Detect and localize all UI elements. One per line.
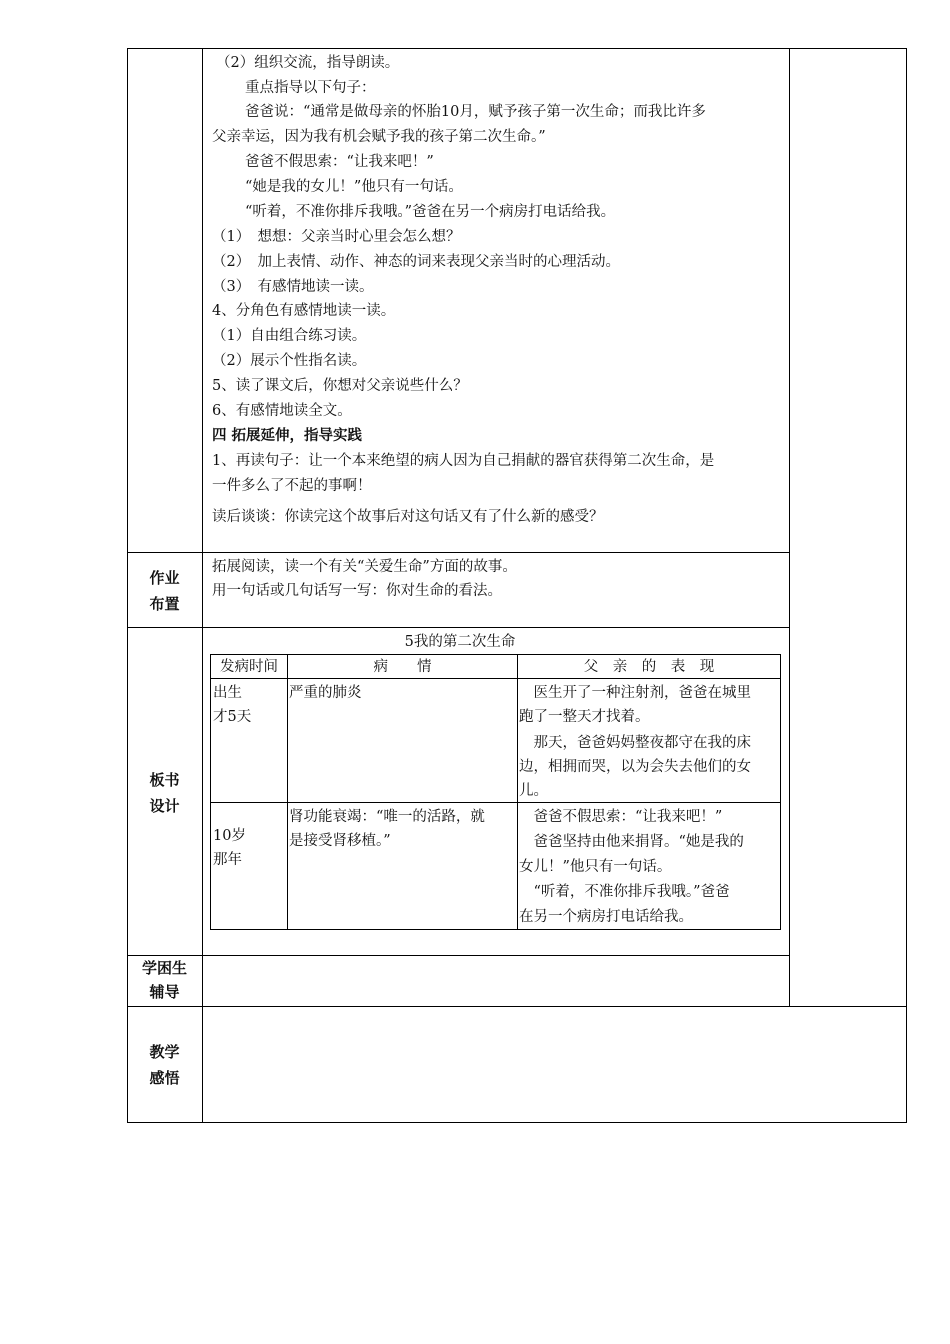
content-line: （2） 加上表情、动作、神态的词来表现父亲当时的心理活动。 xyxy=(212,254,620,270)
section-heading: 四 拓展延伸，指导实践 xyxy=(212,428,363,444)
content-line: 4、分角色有感情地读一读。 xyxy=(212,303,396,319)
homework-label-line: 作业 xyxy=(149,569,180,587)
content-line: 6、有感情地读全文。 xyxy=(212,403,352,419)
board-cell-father: 在另一个病房打电话给我。 xyxy=(519,909,693,925)
label-column-divider xyxy=(202,48,203,1123)
homework-line: 拓展阅读，读一个有关“关爱生命”方面的故事。 xyxy=(212,559,517,575)
board-cell-time: 10岁 xyxy=(213,828,246,844)
notes-column-divider xyxy=(789,48,790,1007)
table-border-top xyxy=(127,48,907,49)
table-border-right xyxy=(906,48,907,1123)
content-line: 爸爸说：“通常是做母亲的怀胎10月，赋予孩子第一次生命；而我比许多 xyxy=(245,104,706,120)
board-cell-time: 才5天 xyxy=(213,709,252,725)
board-cell-time: 那年 xyxy=(213,852,242,868)
content-line: （3） 有感情地读一读。 xyxy=(212,279,374,295)
board-cell-father: 边，相拥而哭，以为会失去他们的女 xyxy=(519,759,751,775)
board-header-father: 父 亲 的 表 现 xyxy=(583,659,715,675)
content-line: （1） 想想：父亲当时心里会怎么想？ xyxy=(212,229,461,245)
board-header-time: 发病时间 xyxy=(220,659,278,675)
row-divider-board xyxy=(127,627,790,628)
board-label-line: 板书 xyxy=(149,771,180,789)
content-line: 1、再读句子：让一个本来绝望的病人因为自己捐献的器官获得第二次生命，是 xyxy=(212,453,715,469)
homework-label xyxy=(127,565,202,617)
board-header-divider xyxy=(210,678,781,679)
tutoring-label xyxy=(127,956,202,1004)
board-table-top xyxy=(210,654,781,655)
reflection-label xyxy=(127,1039,202,1091)
content-line: 5、读了课文后，你想对父亲说些什么？ xyxy=(212,378,468,394)
content-line: 爸爸不假思索：“让我来吧！” xyxy=(245,154,434,170)
board-cell-father: 儿。 xyxy=(519,783,548,799)
homework-label-line: 布置 xyxy=(149,595,180,613)
board-cell-illness: 严重的肺炎 xyxy=(289,685,362,701)
board-cell-time: 出生 xyxy=(213,685,242,701)
board-label xyxy=(127,767,202,819)
content-line: 读后谈谈：你读完这个故事后对这句话又有了什么新的感受？ xyxy=(212,509,604,525)
content-line: 一件多么了不起的事啊！ xyxy=(212,478,372,494)
board-table-left xyxy=(210,654,211,930)
content-line: 父亲幸运，因为我有机会赋予我的孩子第二次生命。” xyxy=(212,129,546,145)
content-line: （2）展示个性指名读。 xyxy=(212,353,367,369)
board-cell-father: 女儿！”他只有一句话。 xyxy=(519,859,672,875)
board-col-divider xyxy=(287,654,288,930)
board-cell-illness: 肾功能衰竭：“唯一的活路，就 xyxy=(289,809,485,825)
board-cell-illness: 是接受肾移植。” xyxy=(289,833,391,849)
board-label-line: 设计 xyxy=(149,797,180,815)
content-line: “听着，不准你排斥我哦。”爸爸在另一个病房打电话给我。 xyxy=(245,204,616,220)
content-line: 重点指导以下句子： xyxy=(245,80,376,96)
board-header-illness: 病 情 xyxy=(373,659,432,675)
board-row-divider xyxy=(210,802,781,803)
row-divider-tutoring xyxy=(127,955,790,956)
row-divider-homework xyxy=(127,552,790,553)
board-cell-father: 爸爸坚持由他来捐肾。“她是我的 xyxy=(519,834,744,850)
board-col-divider xyxy=(517,654,518,930)
board-table-right xyxy=(780,654,781,930)
table-border-bottom xyxy=(127,1122,907,1123)
board-cell-father: 爸爸不假思索：“让我来吧！” xyxy=(519,809,723,825)
board-cell-father: 那天，爸爸妈妈整夜都守在我的床 xyxy=(519,735,751,751)
homework-line: 用一句话或几句话写一写：你对生命的看法。 xyxy=(212,583,502,599)
tutoring-label-line: 辅导 xyxy=(149,983,180,1001)
board-title: 5我的第二次生命 xyxy=(404,634,516,650)
board-cell-father: 跑了一整天才找着。 xyxy=(519,709,650,725)
content-line: （2）组织交流，指导朗读。 xyxy=(216,55,400,71)
reflection-label-line: 教学 xyxy=(149,1043,180,1061)
reflection-label-line: 感悟 xyxy=(149,1069,180,1087)
tutoring-label-line: 学困生 xyxy=(141,959,187,977)
row-divider-reflection xyxy=(127,1006,907,1007)
board-cell-father: “听着，不准你排斥我哦。”爸爸 xyxy=(519,884,730,900)
board-cell-father: 医生开了一种注射剂，爸爸在城里 xyxy=(519,685,751,701)
content-line: “她是我的女儿！”他只有一句话。 xyxy=(245,179,463,195)
content-line: （1）自由组合练习读。 xyxy=(212,328,367,344)
board-table-bottom xyxy=(210,929,781,930)
